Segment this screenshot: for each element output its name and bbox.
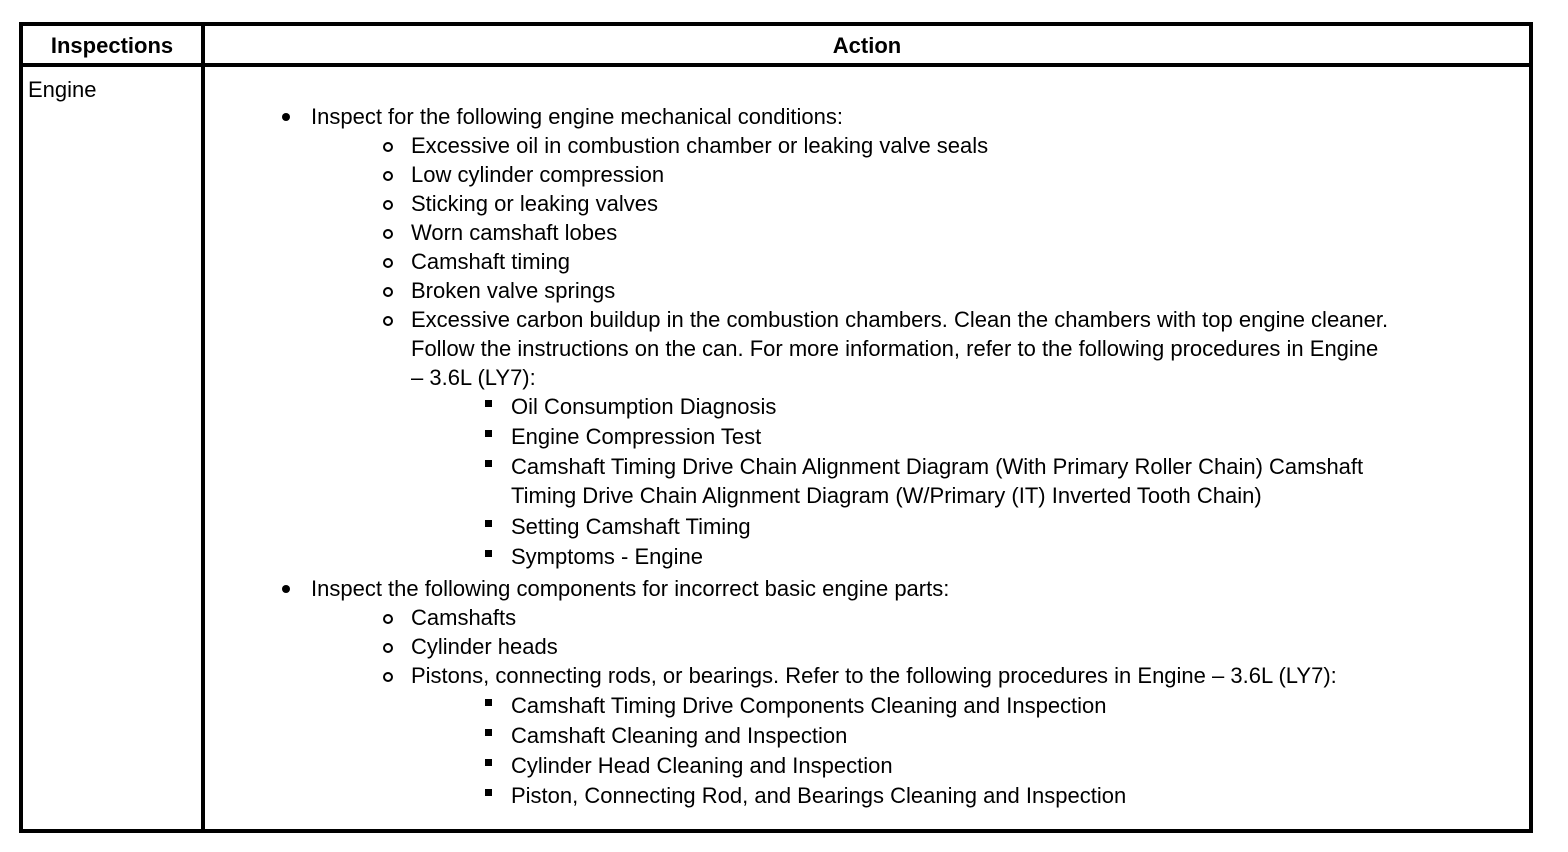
action-subitem-line: Follow the instructions on the can. For more information, refer to the following procedures in Engine — [411, 336, 1379, 361]
bullet-circle-icon — [383, 643, 393, 653]
procedure-link: Setting Camshaft Timing — [511, 514, 751, 539]
bullet-circle-icon — [383, 672, 393, 682]
procedure-link: Camshaft Cleaning and Inspection — [511, 723, 848, 748]
bullet-circle-icon — [383, 229, 393, 239]
action-subitem: Broken valve springs — [411, 278, 616, 303]
action-item: Inspect for the following engine mechanical conditions: — [311, 104, 843, 129]
procedure-link: Piston, Connecting Rod, and Bearings Cleaning and Inspection — [511, 783, 1127, 808]
bullet-square-icon — [485, 729, 492, 736]
action-subitem: Low cylinder compression — [411, 162, 665, 187]
action-subitem: Cylinder heads — [411, 634, 558, 659]
action-subitem-line: Excessive carbon buildup in the combustion chambers. Clean the chambers with top engine cleaner. — [411, 307, 1389, 332]
action-subitem-line: – 3.6L (LY7): — [411, 365, 536, 390]
bullet-square-icon — [485, 430, 492, 437]
inspection-table — [19, 22, 1533, 833]
bullet-circle-icon — [383, 316, 393, 326]
procedure-link: Symptoms - Engine — [511, 544, 703, 569]
bullet-circle-icon — [383, 258, 393, 268]
bullet-circle-icon — [383, 200, 393, 210]
procedure-link-line: Timing Drive Chain Alignment Diagram (W/Primary (IT) Inverted Tooth Chain) — [511, 483, 1262, 508]
bullet-square-icon — [485, 550, 492, 557]
action-subitem: Sticking or leaking valves — [411, 191, 659, 216]
procedure-link: Camshaft Timing Drive Components Cleaning and Inspection — [511, 693, 1107, 718]
bullet-square-icon — [485, 759, 492, 766]
action-item: Inspect the following components for incorrect basic engine parts: — [311, 576, 950, 601]
bullet-dot-icon — [282, 113, 290, 121]
action-subitem: Worn camshaft lobes — [411, 220, 618, 245]
bullet-square-icon — [485, 460, 492, 467]
action-subitem: Excessive oil in combustion chamber or leaking valve seals — [411, 133, 989, 158]
bullet-square-icon — [485, 520, 492, 527]
bullet-square-icon — [485, 699, 492, 706]
header-inspections: Inspections — [50, 33, 174, 58]
procedure-link: Oil Consumption Diagnosis — [511, 394, 777, 419]
action-subitem: Camshaft timing — [411, 249, 570, 274]
bullet-circle-icon — [383, 171, 393, 181]
header-action: Action — [832, 33, 902, 58]
bullet-circle-icon — [383, 287, 393, 297]
bullet-circle-icon — [383, 614, 393, 624]
table-header-row — [23, 26, 1529, 67]
bullet-square-icon — [485, 400, 492, 407]
action-subitem: Pistons, connecting rods, or bearings. Refer to the following procedures in Engine – 3.6L (LY7): — [411, 663, 1337, 688]
procedure-link-line: Camshaft Timing Drive Chain Alignment Diagram (With Primary Roller Chain) Camshaft — [511, 454, 1364, 479]
action-subitem: Camshafts — [411, 605, 517, 630]
procedure-link: Cylinder Head Cleaning and Inspection — [511, 753, 893, 778]
bullet-dot-icon — [282, 585, 290, 593]
bullet-square-icon — [485, 789, 492, 796]
bullet-circle-icon — [383, 142, 393, 152]
procedure-link: Engine Compression Test — [511, 424, 762, 449]
action-cell — [205, 67, 1529, 829]
inspection-cell-engine: Engine — [28, 77, 97, 102]
